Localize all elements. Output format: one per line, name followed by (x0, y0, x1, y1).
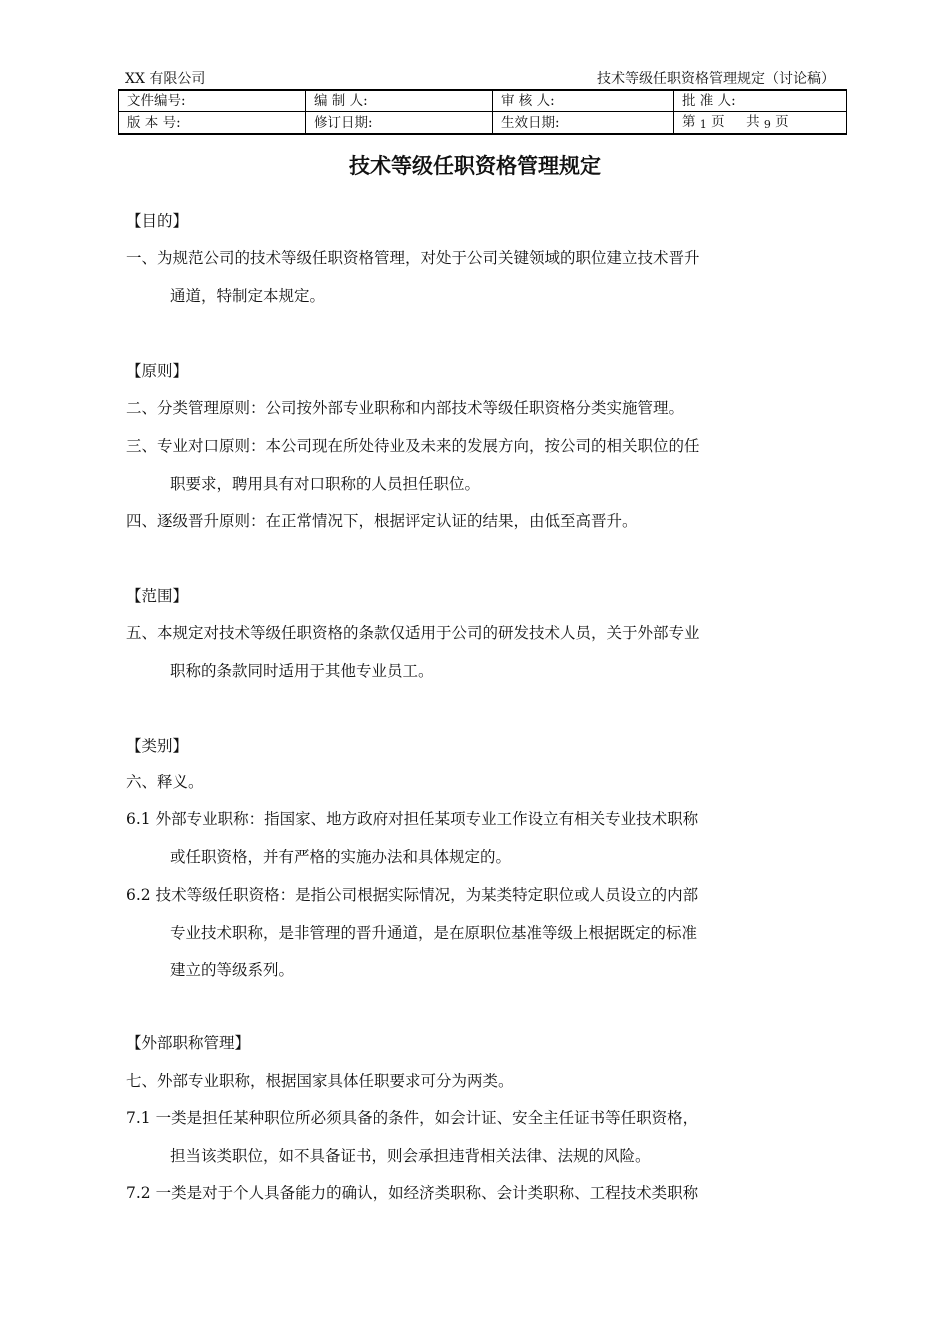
author-label: 编 制 人: (306, 90, 493, 112)
document-title: 技术等级任职资格管理规定 (349, 154, 601, 178)
clause-6: 六、释义。 (126, 773, 204, 791)
section-heading-scope: 【范围】 (126, 587, 189, 605)
effective-date-label: 生效日期: (493, 112, 674, 135)
document-info-table (118, 89, 847, 135)
file-number-label: 文件编号: (119, 90, 306, 112)
revision-date-label: 修订日期: (306, 112, 493, 135)
clause-6-1: 6.1 外部专业职称：指国家、地方政府对担任某项专业工作设立有相关专业技术职称 或任职资格，并有严格的实施办法和具体规定的。 (126, 810, 699, 866)
section-heading-external: 【外部职称管理】 (126, 1034, 251, 1052)
page-indicator: 第 1 页 共 9 页 (674, 112, 847, 135)
page-header (125, 70, 835, 88)
approver-label: 批 准 人: (674, 90, 847, 112)
clause-2: 二、分类管理原则：公司按外部专业职称和内部技术等级任职资格分类实施管理。 (126, 399, 685, 417)
clause-1: 一、为规范公司的技术等级任职资格管理，对处于公司关键领域的职位建立技术晋升 通道，特制定本规定。 (126, 249, 700, 305)
info-row (119, 112, 847, 135)
clause-7-2: 7.2 一类是对于个人具备能力的确认，如经济类职称、会计类职称、工程技术类职称 (126, 1184, 699, 1202)
clause-7: 七、外部专业职称，根据国家具体任职要求可分为两类。 (126, 1072, 514, 1090)
clause-7-1: 7.1 一类是担任某种职位所必须具备的条件，如会计证、安全主任证书等任职资格， 担当该类职位，如不具备证书，则会承担违背相关法律、法规的风险。 (126, 1109, 699, 1165)
section-heading-purpose: 【目的】 (126, 212, 189, 230)
total-pages: 9 (763, 118, 771, 131)
reviewer-label: 审 核 人: (493, 90, 674, 112)
info-row (119, 90, 847, 112)
clause-4: 四、逐级晋升原则：在正常情况下，根据评定认证的结果，由低至高晋升。 (126, 512, 638, 530)
page-number: 1 (699, 118, 707, 131)
section-heading-principle: 【原则】 (126, 362, 189, 380)
header-doc-title: 技术等级任职资格管理规定（讨论稿） (597, 71, 835, 87)
version-label: 版 本 号: (119, 112, 306, 135)
company-name: XX 有限公司 (125, 71, 206, 87)
clause-3: 三、专业对口原则：本公司现在所处待业及未来的发展方向，按公司的相关职位的任 职要求，聘用具有对口职称的人员担任职位。 (126, 437, 700, 493)
clause-6-2: 6.2 技术等级任职资格：是指公司根据实际情况，为某类特定职位或人员设立的内部 专业技术职称，是非管理的晋升通道，是在原职位基准等级上根据既定的标准 建立的等级系列。 (126, 886, 699, 979)
clause-5: 五、本规定对技术等级任职资格的条款仅适用于公司的研发技术人员，关于外部专业 职称的条款同时适用于其他专业员工。 (126, 624, 700, 680)
section-heading-category: 【类别】 (126, 737, 189, 755)
